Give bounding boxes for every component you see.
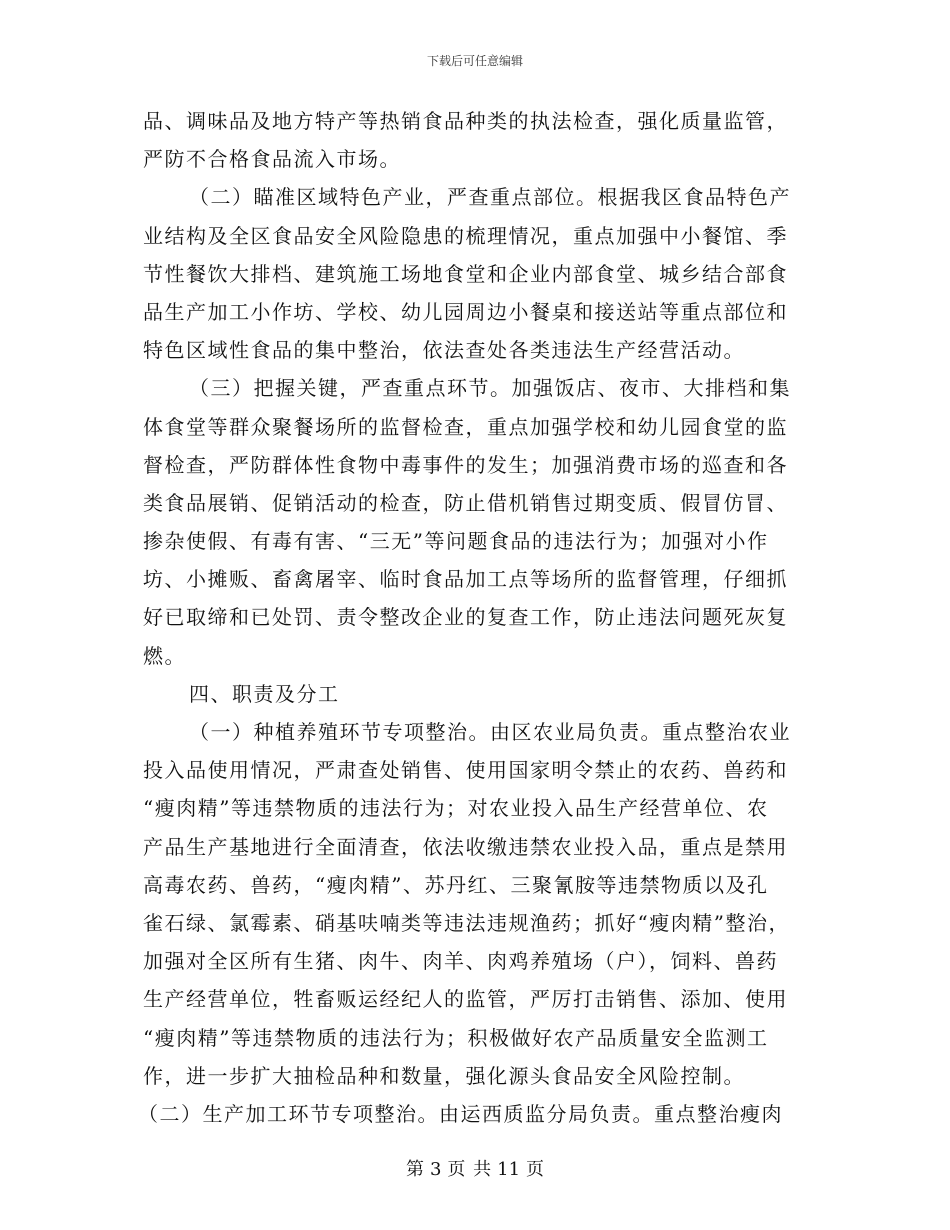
text-line: 节性餐饮大排档、建筑施工场地食堂和企业内部食堂、城乡结合部食 [143,261,788,286]
text-line: 加强对全区所有生猪、肉牛、肉羊、肉鸡养殖场（户），饲料、兽药 [143,949,778,974]
text-line: 生产经营单位，牲畜贩运经纪人的监管，严厉打击销售、添加、使用 [143,987,788,1012]
text-line: 品生产加工小作坊、学校、幼儿园周边小餐桌和接送站等重点部位和 [143,299,788,324]
text-line: （三）把握关键，严查重点环节。加强饭店、夜市、大排档和集 [189,376,791,401]
text-line: 品、调味品及地方特产等热销食品种类的执法检查，强化质量监管， [143,109,788,133]
text-line: 督检查，严防群体性食物中毒事件的发生；加强消费市场的巡查和各 [143,452,788,477]
document-body [138,102,808,1133]
text-line: 坊、小摊贩、畜禽屠宰、临时食品加工点等场所的监督管理，仔细抓 [143,567,788,592]
page-header: 下载后可任意编辑 [426,54,523,68]
text-line: 类食品展销、促销活动的检查，防止借机销售过期变质、假冒仿冒、 [143,490,788,515]
text-line: 雀石绿、氯霉素、硝基呋喃类等违法违规渔药；抓好“瘦肉精”整治， [143,910,790,935]
footer-middle: 页 共 [447,1159,492,1180]
text-line: （二）瞄准区域特色产业，严查重点部位。根据我区食品特色产 [189,185,791,210]
text-line: 产品生产基地进行全面清查，依法收缴违禁农业投入品，重点是禁用 [143,834,788,859]
page-number: 3 [429,1159,442,1180]
footer-suffix: 页 [526,1159,545,1180]
text-line: 燃。 [143,643,186,668]
page-footer [0,1155,950,1181]
text-line: （二）生产加工环节专项整治。由运西质监分局负责。重点整治瘦肉 [138,1101,783,1126]
text-line: 高毒农药、兽药，“瘦肉精”、苏丹红、三聚氰胺等违禁物质以及孔 [143,872,769,897]
text-line: 严防不合格食品流入市场。 [143,147,401,172]
text-line: 投入品使用情况，严肃查处销售、使用国家明令禁止的农药、兽药和 [143,758,788,783]
text-line: 掺杂使假、有毒有害、“三无”等问题食品的违法行为；加强对小作 [143,529,769,554]
footer-prefix: 第 [405,1159,424,1180]
text-line: “瘦肉精”等违禁物质的违法行为；对农业投入品生产经营单位、农 [143,796,769,821]
total-pages: 11 [497,1159,521,1180]
section-heading: 四、职责及分工 [189,681,340,706]
text-line: 作，进一步扩大抽检品种和数量，强化源头食品安全风险控制。 [143,1063,745,1088]
text-line: （一）种植养殖环节专项整治。由区农业局负责。重点整治农业 [189,720,791,744]
text-line: 好已取缔和已处罚、责令整改企业的复查工作，防止违法问题死灰复 [143,605,788,630]
text-line: 特色区域性食品的集中整治，依法查处各类违法生产经营活动。 [143,338,745,363]
text-line: “瘦肉精”等违禁物质的违法行为；积极做好农产品质量安全监测工 [143,1025,769,1050]
text-line: 业结构及全区食品安全风险隐患的梳理情况，重点加强中小餐馆、季 [143,223,788,248]
text-line: 体食堂等群众聚餐场所的监督检查，重点加强学校和幼儿园食堂的监 [143,414,788,439]
